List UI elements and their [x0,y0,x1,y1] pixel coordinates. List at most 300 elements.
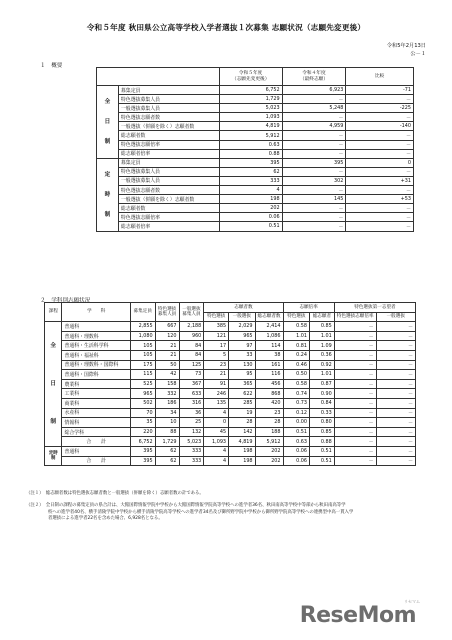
subject-value: 70 [130,408,155,418]
category-zen: 全 日 制 [45,322,62,447]
subject-value: 0.36 [310,350,335,360]
logo-kana: リセマム [404,599,420,604]
subject-value: 5,023 [179,437,204,447]
subject-value: 198 [229,446,255,456]
subject-value: 4 [204,456,229,466]
subject-name: 普通科・理数科 [62,331,130,341]
subject-value: 622 [229,389,255,399]
subject-value: 333 [179,456,204,466]
table-row [45,331,416,341]
subject-name: 水産科 [62,408,130,418]
overview-row [97,167,414,176]
subject-value: 35 [130,418,155,428]
subject-value: 188 [255,427,283,437]
subject-value: － [334,408,376,418]
subject-value: － [376,389,415,399]
subject-value: 175 [130,360,155,370]
overview-row [97,131,414,140]
subject-value: － [334,350,376,360]
subject-value: 220 [130,427,155,437]
overview-row [97,204,414,213]
overview-value: － [346,113,414,122]
subject-value: 0.74 [283,389,309,399]
subject-name: 合 計 [62,437,130,447]
publish-date: 令和5年2月13日 [386,43,426,49]
subject-value: － [334,398,376,408]
overview-item-label: 特色選抜志願倍率 [118,213,219,222]
subject-value: 84 [179,350,204,360]
subject-value: 502 [130,398,155,408]
subject-value: 4 [204,446,229,456]
subject-value: 0.88 [310,437,335,447]
subject-value: 1.01 [310,370,335,380]
subject-name: 普通科 [62,446,130,456]
subject-value: － [334,379,376,389]
subject-value: 132 [179,427,204,437]
subject-value: 23 [255,408,283,418]
subject-value: － [376,446,415,456]
subject-value: 198 [229,456,255,466]
header-ippan: 一般選抜 [229,312,255,322]
subject-value: 0.81 [283,341,309,351]
subject-value: 5 [204,350,229,360]
subject-value: 2,029 [229,322,255,332]
note-2-line-1: （注２） 全日制の課程の募集定員の県合計は、大館国際情報学院中学校から大館国際情報学院高等学校への進学者36名、秋田南高等学校中等部から秋田南高等学 [26,503,346,508]
overview-header-2: 令和５年度 （志願先変更後） [219,68,282,86]
overview-value: 62 [219,167,282,176]
subject-value: 62 [155,456,179,466]
subject-value: － [334,322,376,332]
header-sou-b: 総志願者 [310,312,335,322]
subject-value: 28 [229,418,255,428]
subject-value: 97 [229,341,255,351]
subject-value: 456 [255,379,283,389]
subject-value: － [334,341,376,351]
overview-row [97,149,414,158]
overview-value: － [282,140,346,149]
overview-item-label: 総志願者数 [118,204,219,213]
overview-table [96,67,414,232]
overview-row [97,222,414,231]
overview-value: 395 [219,158,282,167]
overview-value: － [346,95,414,104]
subject-value: 0.84 [310,398,335,408]
overview-value: － [282,213,346,222]
overview-value: － [282,222,346,231]
overview-row [97,186,414,195]
overview-header-row [97,68,414,86]
header-tokusyoku: 特色選抜 [204,312,229,322]
subject-name: 商業科 [62,398,130,408]
subject-value: 868 [255,389,283,399]
subject-value: 365 [229,379,255,389]
overview-item-label: 総志願者倍率 [118,149,219,158]
subject-value: － [376,418,415,428]
subject-value: 0.51 [310,446,335,456]
subject-value: 0.58 [283,322,309,332]
overview-value: － [282,186,346,195]
subject-value: 420 [255,398,283,408]
subject-name: 総合学科 [62,427,130,437]
subject-value: 120 [155,331,179,341]
page-title: 令和５年度 秋田県公立高等学校入学者選抜１次募集 志願状況（志願先変更後） [86,23,366,32]
subject-value: 186 [155,398,179,408]
subject-value: 960 [179,331,204,341]
overview-value: 0 [346,158,414,167]
subject-value: 5,912 [255,437,283,447]
subject-value: 316 [179,398,204,408]
notes-2 [26,503,353,523]
subject-value: － [334,446,376,456]
subject-value: － [376,427,415,437]
subject-value: 130 [229,360,255,370]
overview-row [97,158,414,167]
subject-value: － [376,370,415,380]
overview-value: 395 [282,158,346,167]
overview-value: － [346,213,414,222]
subject-value: － [334,331,376,341]
overview-item-label: 特色選抜志願者数 [118,113,219,122]
subject-value: 0.90 [310,389,335,399]
overview-item-label: 特色選抜志願倍率 [118,140,219,149]
header-katei: 課程 [45,303,62,322]
subject-value: 73 [179,370,204,380]
header-sou: 総志願者数 [255,312,283,322]
header-shigansha: 志願者数 [204,303,283,313]
subject-name: 普通科・国際科 [62,370,130,380]
subject-value: 0.80 [310,418,335,428]
subject-name: 農業科 [62,379,130,389]
header-ippan-bosyu: 一般選抜 募集人員 [179,303,204,322]
table-row [45,427,416,437]
overview-item-label: 一般選抜募集人員 [118,104,219,113]
overview-row [97,213,414,222]
subject-value: 1,086 [255,331,283,341]
subject-value: 332 [155,389,179,399]
overview-value: 0.06 [219,213,282,222]
subject-value: 105 [130,341,155,351]
subject-value: 88 [155,427,179,437]
overview-value: 5,248 [282,104,346,113]
overview-value: － [282,167,346,176]
overview-value: － [346,140,414,149]
overview-value: － [282,95,346,104]
overview-value: -225 [346,104,414,113]
overview-value: 5,912 [219,131,282,140]
overview-row [97,122,414,131]
tei-row [45,446,416,456]
overview-value: － [346,149,414,158]
table-row [45,341,416,351]
subject-value: 0.24 [283,350,309,360]
subject-value: 33 [229,350,255,360]
subject-value: － [376,379,415,389]
date-block [387,42,426,58]
division-code: 公－１ [410,51,426,57]
subject-value: 1,080 [130,331,155,341]
table-row [45,389,416,399]
header-bosyu: 募集定員 [130,303,155,322]
overview-value: 6,752 [219,86,282,95]
category-tei: 定時制 [45,446,62,465]
overview-value: － [282,204,346,213]
overview-header-blank [97,68,220,86]
subject-value: 21 [204,370,229,380]
overview-item-label: 特色選抜募集人員 [118,95,219,104]
subject-value: － [334,370,376,380]
zen-total-row [45,437,416,447]
overview-row [97,140,414,149]
header-gakka: 学 科 [62,303,130,322]
subject-value: 6,752 [130,437,155,447]
subject-value: － [376,408,415,418]
overview-value: +31 [346,176,414,185]
overview-value: 198 [219,195,282,204]
subject-value: 4,819 [229,437,255,447]
overview-value: － [282,149,346,158]
subject-value: － [334,389,376,399]
subject-value: 4 [204,408,229,418]
subject-value: 367 [179,379,204,389]
subject-value: 0.33 [310,408,335,418]
subject-value: 0.06 [283,446,309,456]
note-2-line-2: 校への進学者40名、横手清陵学院中学校から横手清陵学院高等学校への進学者34名及び御所野学院中学校から御所野学院高等学校への連携型中高一貫入学 [26,509,354,515]
header-ref-sub: 特色選抜志願倍率 [334,312,376,322]
subject-value: － [376,322,415,332]
overview-value: -140 [346,122,414,131]
overview-row [97,195,414,204]
subject-value: － [376,350,415,360]
subject-value: 1.01 [283,331,309,341]
section-overview-heading: １ 概要 [40,63,63,69]
overview-row [97,176,414,185]
subject-value: 45 [204,427,229,437]
subject-value: 1,093 [204,437,229,447]
overview-value: 145 [282,195,346,204]
overview-value: 4 [219,186,282,195]
subject-value: － [334,427,376,437]
table-row [45,408,416,418]
subject-value: － [376,341,415,351]
overview-item-label: 一般選抜（併願を除く）志願者数 [118,122,219,131]
subject-value: 525 [130,379,155,389]
overview-item-label: 特色選抜志願者数 [118,186,219,195]
subject-value: 965 [130,389,155,399]
subject-value: 10 [155,418,179,428]
subject-value: 0.06 [283,456,309,466]
subject-value: 125 [179,360,204,370]
subject-value: － [376,456,415,466]
subject-value: 965 [229,331,255,341]
subject-value: 105 [130,350,155,360]
subject-name: 普通科・理数科・国際科 [62,360,130,370]
table-row [45,360,416,370]
subject-value: 23 [204,360,229,370]
overview-value: 1,729 [219,95,282,104]
subject-value: 142 [229,427,255,437]
subject-value: 0.51 [283,427,309,437]
subject-name: 合 計 [62,456,130,466]
subject-value: 38 [255,350,283,360]
subject-value: 0 [204,418,229,428]
header-ref-sub2: 一般選抜 [376,312,415,322]
table-row [45,418,416,428]
tei-total-row [45,456,416,466]
subject-value: 116 [255,370,283,380]
overview-value: － [346,204,414,213]
subjects-table [44,302,416,466]
subject-value: 19 [229,408,255,418]
subject-value: 36 [179,408,204,418]
subject-value: 395 [130,446,155,456]
overview-value: 0.51 [219,222,282,231]
subject-value: 42 [155,370,179,380]
subject-value: － [376,398,415,408]
subject-value: 633 [179,389,204,399]
subject-value: 34 [155,408,179,418]
subject-value: 246 [204,389,229,399]
subject-value: 667 [155,322,179,332]
section-subjects-heading: ２ 学科別志願状況 [40,298,91,304]
note-1: （注１） 総志願者数は特色選抜志願者数と一般選抜（併願を除く）志願者数の計である。 [26,491,204,496]
overview-value: -71 [346,86,414,95]
overview-value: － [346,131,414,140]
subject-value: 385 [204,322,229,332]
subject-value: 21 [155,350,179,360]
overview-header-3: 令和４年度 （最終志願） [282,68,346,86]
subject-value: 0.51 [310,456,335,466]
overview-value: － [282,131,346,140]
subject-value: 21 [155,341,179,351]
overview-value: +53 [346,195,414,204]
subject-value: 395 [130,456,155,466]
subjects-header-row-1 [45,303,416,313]
overview-category: 全 日 制 [97,86,119,159]
header-tokusyoku-b: 特色選抜 [283,312,309,322]
overview-value: 333 [219,176,282,185]
overview-row [97,113,414,122]
subject-value: 91 [204,379,229,389]
subject-value: 0.00 [283,418,309,428]
overview-value: 1,093 [219,113,282,122]
subject-value: 135 [204,398,229,408]
subject-value: 0.12 [283,408,309,418]
subject-name: 普通科 [62,322,130,332]
subject-value: 2,188 [179,322,204,332]
overview-value: 6,923 [282,86,346,95]
subject-value: 1.01 [310,331,335,341]
subject-value: 0.46 [283,360,309,370]
notes [26,491,204,498]
subject-value: 25 [179,418,204,428]
overview-value: 0.88 [219,149,282,158]
subject-name: 普通科・福祉科 [62,350,130,360]
header-shiganbairitsu: 志願倍率 [283,303,334,313]
subject-value: 28 [255,418,283,428]
subject-value: 0.85 [310,427,335,437]
overview-value: － [282,113,346,122]
subject-value: 115 [130,370,155,380]
subject-value: 0.92 [310,360,335,370]
subject-value: 1.09 [310,341,335,351]
subject-value: 202 [255,446,283,456]
table-row [45,398,416,408]
subject-value: － [334,418,376,428]
overview-item-label: 募集定員 [118,158,219,167]
subject-value: 161 [255,360,283,370]
overview-value: － [346,167,414,176]
subject-value: 2,414 [255,322,283,332]
subject-value: 17 [204,341,229,351]
header-ref: 特色選抜第一志望者 [334,303,415,313]
header-tokusyoku-bosyu: 特色選抜 募集人員 [155,303,179,322]
subject-value: 202 [255,456,283,466]
subject-value: 333 [179,446,204,456]
subject-value: 0.50 [283,370,309,380]
subject-value: 158 [155,379,179,389]
subject-name: 情報科 [62,418,130,428]
overview-item-label: 募集定員 [118,86,219,95]
overview-value: 0.63 [219,140,282,149]
subject-value: 0.58 [283,379,309,389]
table-row [45,370,416,380]
logo-text: ReseMom [299,603,416,628]
subject-value: 0.63 [283,437,309,447]
subject-value: 50 [155,360,179,370]
subject-name: 普通科・生活科学科 [62,341,130,351]
table-row [45,322,416,332]
subject-value: 2,855 [130,322,155,332]
subject-value: 0.73 [283,398,309,408]
overview-value: － [346,186,414,195]
subject-value: 121 [204,331,229,341]
subject-value: 114 [255,341,283,351]
note-2-line-3: 者選抜による進学者22名を含めた場合、6,928名となる。 [26,516,163,522]
overview-value: － [346,222,414,231]
overview-value: 5,023 [219,104,282,113]
overview-item-label: 一般選抜（併願を除く）志願者数 [118,195,219,204]
overview-row [97,104,414,113]
overview-category: 定 時 制 [97,158,119,231]
overview-item-label: 総志願者倍率 [118,222,219,231]
overview-header-4: 比較 [346,68,414,86]
subject-name: 工業科 [62,389,130,399]
subject-value: － [376,437,415,447]
subject-value: 84 [179,341,204,351]
overview-item-label: 特色選抜募集人員 [118,167,219,176]
subject-value: 95 [229,370,255,380]
subject-value: － [334,360,376,370]
overview-value: 4,819 [219,122,282,131]
subject-value: 0.87 [310,379,335,389]
subject-value: 0.85 [310,322,335,332]
overview-item-label: 総志願者数 [118,131,219,140]
subject-value: － [376,331,415,341]
table-row [45,379,416,389]
subject-value: 1,729 [155,437,179,447]
overview-value: 202 [219,204,282,213]
overview-value: 302 [282,176,346,185]
subject-value: － [334,437,376,447]
subject-value: 285 [229,398,255,408]
table-row [45,350,416,360]
overview-row [97,86,414,95]
overview-item-label: 一般選抜募集人員 [118,176,219,185]
resemom-logo [299,599,420,628]
subject-value: － [376,360,415,370]
overview-value: 4,959 [282,122,346,131]
subject-value: 62 [155,446,179,456]
